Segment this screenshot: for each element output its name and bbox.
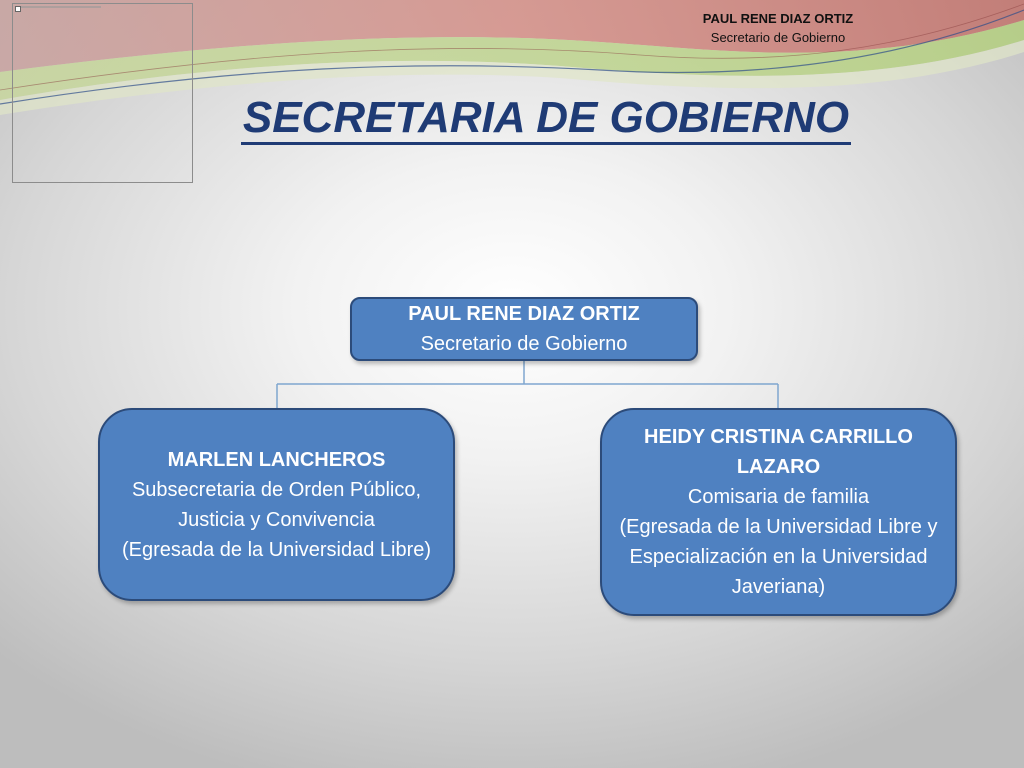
node-name: MARLEN LANCHEROS bbox=[167, 448, 386, 471]
node-name: PAUL RENE DIAZ ORTIZ bbox=[408, 303, 640, 325]
page-title-text: SECRETARIA DE GOBIERNO bbox=[241, 93, 851, 145]
org-node-secretario bbox=[350, 297, 698, 361]
org-node-subsecretaria bbox=[98, 408, 455, 601]
node-role: Comisaria de familia bbox=[687, 486, 870, 508]
node-role: Subsecretaria de Orden Público, Justicia y Convivencia bbox=[131, 478, 422, 531]
node-name: HEIDY CRISTINA CARRILLO LAZARO bbox=[644, 426, 913, 478]
header-role: Secretario de Gobierno bbox=[710, 30, 846, 45]
node-role: Secretario de Gobierno bbox=[420, 333, 628, 355]
org-node-comisaria bbox=[600, 408, 957, 616]
node-education: (Egresada de la Universidad Libre y Especialización en la Universidad Javeriana) bbox=[619, 516, 938, 598]
header-name: PAUL RENE DIAZ ORTIZ bbox=[702, 11, 854, 26]
node-education: (Egresada de la Universidad Libre) bbox=[121, 538, 432, 561]
